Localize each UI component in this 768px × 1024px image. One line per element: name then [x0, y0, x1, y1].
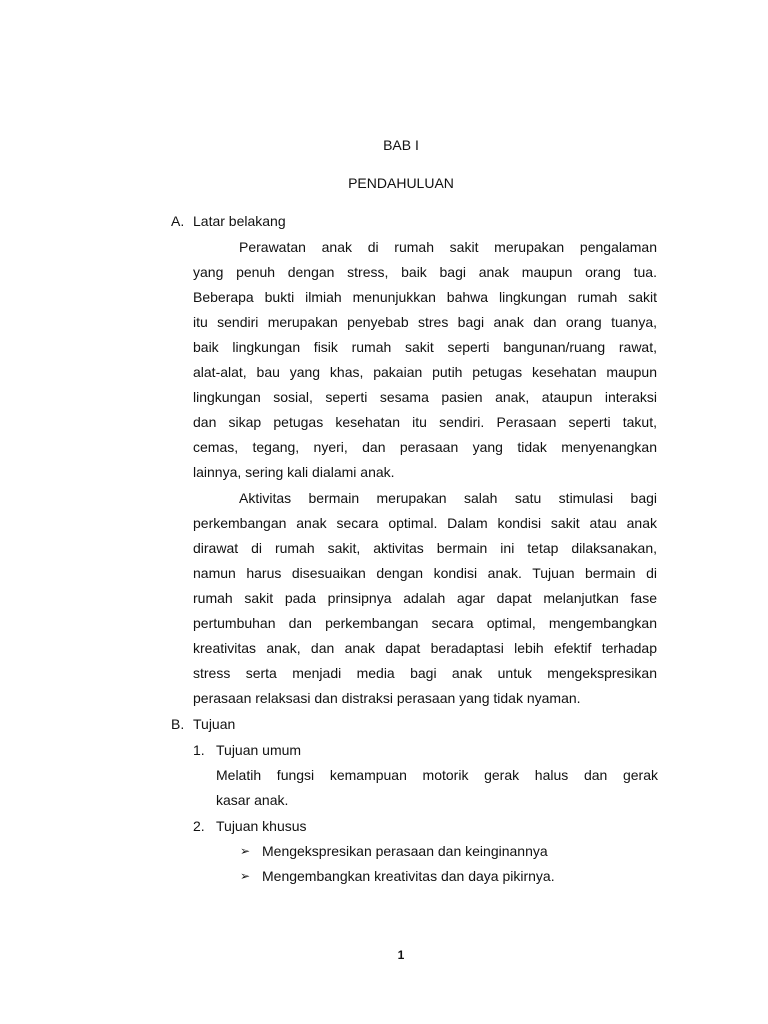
item-1-text	[216, 766, 658, 816]
arrowhead-bullet-icon: ➢	[240, 869, 251, 883]
bullet-item: Mengekspresikan perasaan dan keinginannya	[262, 843, 548, 859]
section-b-title: Tujuan	[193, 716, 236, 732]
section-b-letter: B.	[171, 716, 185, 732]
paragraph-line: Aktivitas bermain merupakan salah satu stimulasi bagi	[239, 490, 657, 506]
paragraph-line: perkembangan anak secara optimal. Dalam kondisi sakit atau anak	[193, 515, 657, 531]
paragraph-line: Perawatan anak di rumah sakit merupakan pengalaman	[239, 239, 657, 255]
item-2-number: 2.	[193, 818, 205, 834]
paragraph-line: Beberapa bukti ilmiah menunjukkan bahwa lingkungan rumah sakit	[193, 289, 657, 305]
chapter-number: BAB I	[383, 137, 419, 153]
item-2-title: Tujuan khusus	[216, 818, 307, 834]
paragraph-line: kreativitas anak, dan anak dapat beradaptasi lebih efektif terhadap	[193, 640, 657, 656]
section-a-paragraph-2	[193, 489, 657, 714]
paragraph-line: perasaan relaksasi dan distraksi perasaan yang tidak nyaman.	[193, 690, 581, 706]
paragraph-line: cemas, tegang, nyeri, dan perasaan yang tidak menyenangkan	[193, 439, 657, 455]
chapter-title: PENDAHULUAN	[348, 175, 454, 191]
paragraph-line: yang penuh dengan stress, baik bagi anak maupun orang tua.	[193, 264, 657, 280]
item-1-title: Tujuan umum	[216, 742, 302, 758]
paragraph-line: namun harus disesuaikan dengan kondisi anak. Tujuan bermain di	[193, 565, 657, 581]
section-a-letter: A.	[171, 213, 185, 229]
paragraph-line: baik lingkungan fisik rumah sakit seperti bangunan/ruang rawat,	[193, 339, 657, 355]
paragraph-line: dan sikap petugas kesehatan itu sendiri. Perasaan seperti takut,	[193, 414, 657, 430]
arrowhead-bullet-icon: ➢	[240, 844, 251, 858]
paragraph-line: stress serta menjadi media bagi anak untuk mengekspresikan	[193, 665, 657, 681]
paragraph-line: kasar anak.	[216, 792, 289, 808]
paragraph-line: lainnya, sering kali dialami anak.	[193, 464, 395, 480]
page-number: 1	[397, 948, 405, 962]
section-a-paragraph-1	[193, 238, 657, 488]
paragraph-line: Melatih fungsi kemampuan motorik gerak halus dan gerak	[216, 767, 658, 783]
paragraph-line: lingkungan sosial, seperti sesama pasien anak, ataupun interaksi	[193, 389, 657, 405]
paragraph-line: itu sendiri merupakan penyebab stres bagi anak dan orang tuanya,	[193, 314, 657, 330]
paragraph-line: pertumbuhan dan perkembangan secara optimal, mengembangkan	[193, 615, 657, 631]
section-a-title: Latar belakang	[193, 213, 286, 229]
paragraph-line: dirawat di rumah sakit, aktivitas bermain ini tetap dilaksanakan,	[193, 540, 657, 556]
bullet-item: Mengembangkan kreativitas dan daya pikirnya.	[262, 868, 555, 884]
item-1-number: 1.	[193, 742, 205, 758]
paragraph-line: rumah sakit pada prinsipnya adalah agar dapat melanjutkan fase	[193, 590, 657, 606]
paragraph-line: alat-alat, bau yang khas, pakaian putih petugas kesehatan maupun	[193, 364, 657, 380]
